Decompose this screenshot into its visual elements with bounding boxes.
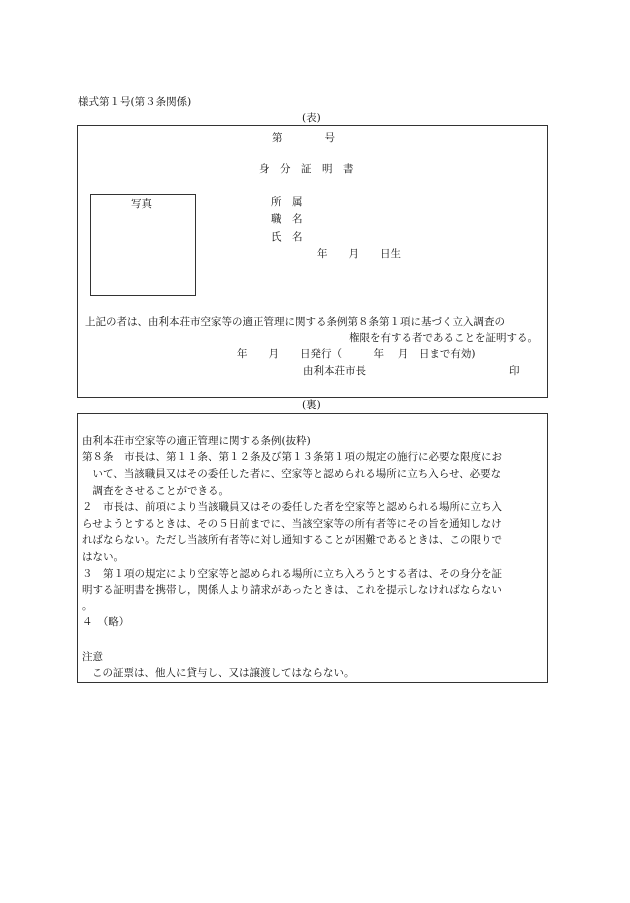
certificate-number: 第 号 [272, 132, 335, 144]
back-line: らせようとするときは、その５日前までに、当該空家等の所有者等にその旨を通知しなけ [82, 518, 502, 530]
issue-date-line: 年 月 日発行（ 年 月 日まで有効) [237, 348, 476, 360]
field-name: 氏 名 [271, 231, 303, 243]
back-line: 。 [82, 600, 93, 612]
note-text: この証票は、他人に貸与し、又は譲渡してはならない。 [92, 667, 355, 679]
back-line: ３ 第１項の規定により空家等と認められる場所に立ち入ろうとする者は、その身分を証 [82, 568, 502, 580]
back-line: 明する証明書を携帯し，関係人より請求があったときは、これを提示しなければならない [82, 584, 502, 596]
note-title: 注意 [82, 651, 103, 663]
back-line: ればならない。ただし当該所有者等に対し通知することが困難であるときは、この限りで [82, 534, 502, 546]
statement-line-2: 権限を有する者であることを証明する。 [349, 332, 538, 344]
birth-date: 年 月 日生 [317, 248, 401, 260]
seal-mark: 印 [509, 365, 520, 377]
back-label: (裏) [302, 399, 321, 411]
field-affiliation: 所 属 [271, 196, 303, 208]
back-line: 由利本荘市空家等の適正管理に関する条例(抜粋) [82, 435, 311, 447]
issuer: 由利本荘市長 [303, 365, 366, 377]
front-label: (表) [302, 112, 321, 124]
certificate-title: 身 分 証 明 書 [259, 163, 354, 175]
back-line: 調査をさせることができる。 [82, 485, 229, 497]
form-number: 様式第１号(第３条関係) [78, 96, 192, 108]
back-line: ２ 市長は、前項により当該職員又はその委任した者を空家等と認められる場所に立ち入 [82, 501, 502, 513]
back-line: はない。 [82, 551, 124, 563]
statement-line-1: 上記の者は、由利本荘市空家等の適正管理に関する条例第８条第１項に基づく立入調査の [85, 316, 505, 328]
back-line: いて、当該職員又はその委任した者に、空家等と認められる場所に立ち入らせ、必要な [82, 468, 502, 480]
field-job-title: 職 名 [271, 213, 303, 225]
back-line: ４ （略） [82, 616, 130, 628]
back-line: 第８条 市長は、第１１条、第１２条及び第１３条第１項の規定の施行に必要な限度にお [82, 451, 502, 463]
photo-label: 写真 [131, 198, 152, 210]
